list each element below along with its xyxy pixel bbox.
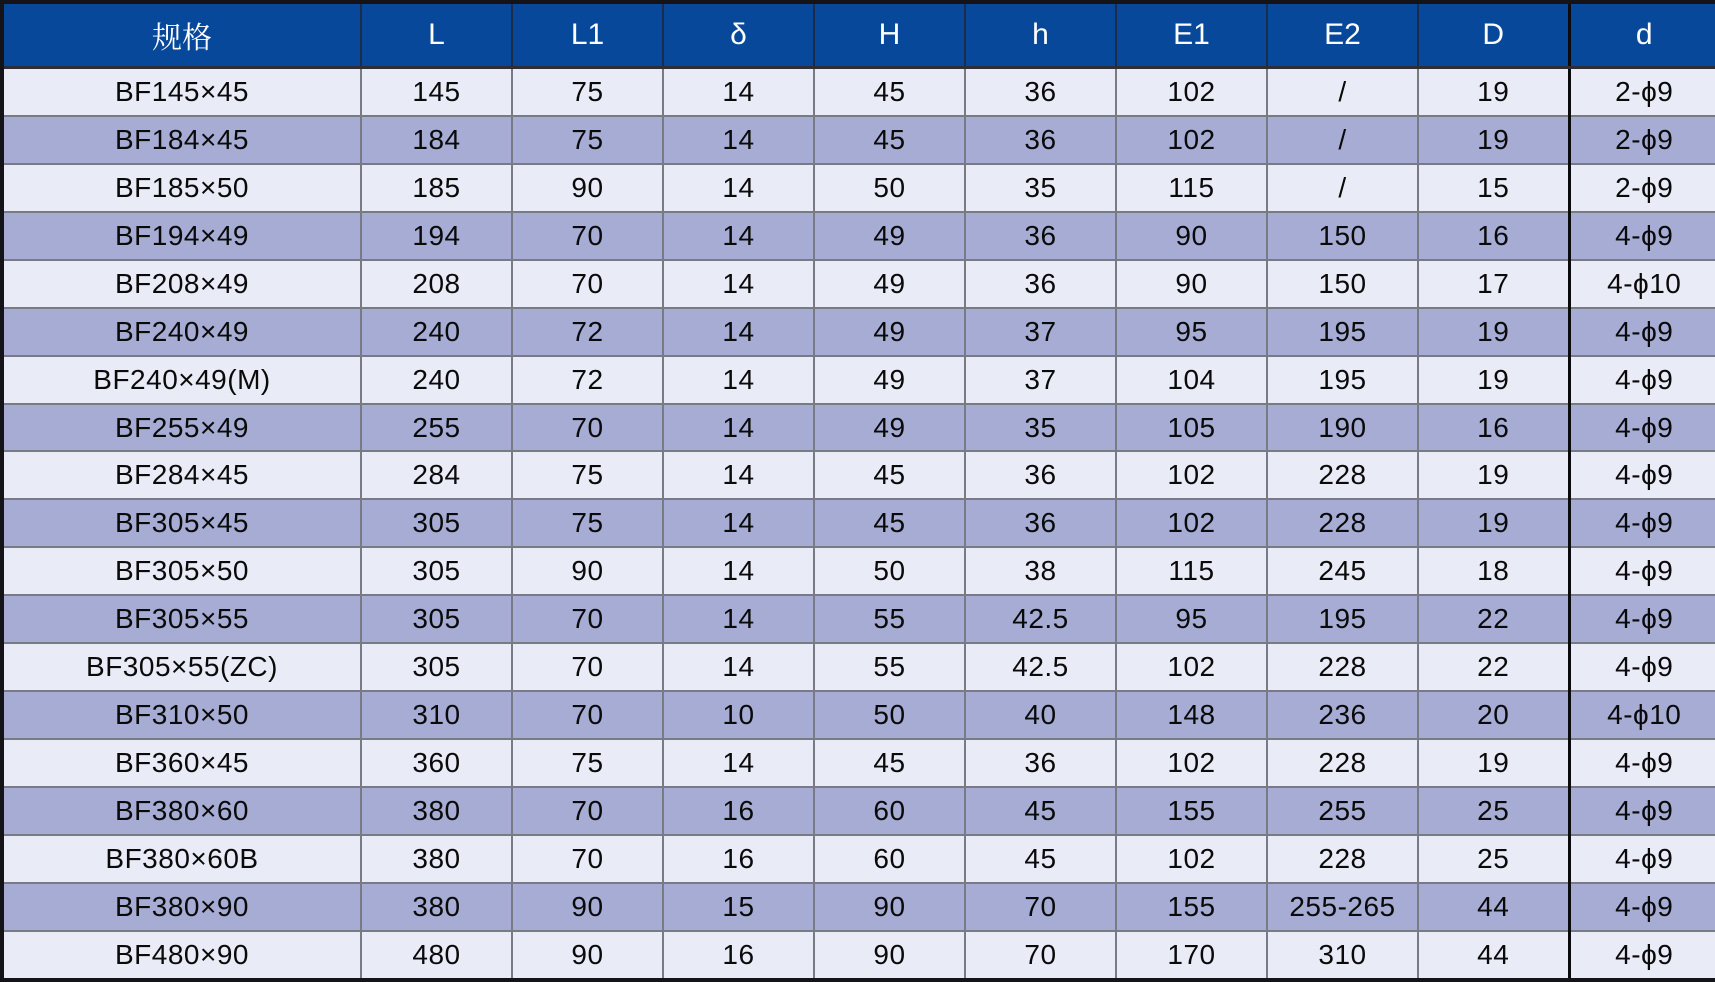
cell-D: 18: [1418, 547, 1569, 595]
cell-delta: 14: [663, 404, 814, 452]
table-row: [2, 404, 1715, 452]
cell-E1: 115: [1116, 547, 1267, 595]
cell-h: 36: [965, 451, 1116, 499]
cell-E1: 102: [1116, 116, 1267, 164]
cell-L1: 90: [512, 164, 663, 212]
table-row: [2, 739, 1715, 787]
spec-cell: BF240×49: [2, 308, 361, 356]
header-row: [2, 2, 1715, 68]
cell-L: 185: [361, 164, 512, 212]
cell-D: 19: [1418, 116, 1569, 164]
cell-L: 240: [361, 356, 512, 404]
header-cell-E2: E2: [1267, 2, 1418, 68]
cell-delta: 14: [663, 116, 814, 164]
cell-d: 2-ϕ9: [1569, 68, 1715, 117]
cell-h: 45: [965, 787, 1116, 835]
cell-D: 44: [1418, 931, 1569, 980]
spec-cell: BF305×55(ZC): [2, 643, 361, 691]
cell-E1: 102: [1116, 68, 1267, 117]
table-row: [2, 595, 1715, 643]
cell-E2: 228: [1267, 451, 1418, 499]
cell-H: 60: [814, 835, 965, 883]
cell-H: 49: [814, 308, 965, 356]
cell-d: 2-ϕ9: [1569, 164, 1715, 212]
spec-cell: BF360×45: [2, 739, 361, 787]
cell-D: 19: [1418, 739, 1569, 787]
header-cell-L1: L1: [512, 2, 663, 68]
header-cell-d: d: [1569, 2, 1715, 68]
cell-L: 380: [361, 883, 512, 931]
cell-L1: 70: [512, 260, 663, 308]
cell-delta: 14: [663, 164, 814, 212]
cell-E2: 310: [1267, 931, 1418, 980]
cell-delta: 14: [663, 260, 814, 308]
cell-H: 50: [814, 547, 965, 595]
cell-L1: 75: [512, 116, 663, 164]
cell-d: 4-ϕ9: [1569, 931, 1715, 980]
cell-L1: 70: [512, 643, 663, 691]
table-row: [2, 931, 1715, 980]
cell-L: 305: [361, 499, 512, 547]
spec-cell: BF305×55: [2, 595, 361, 643]
cell-h: 36: [965, 499, 1116, 547]
cell-H: 45: [814, 499, 965, 547]
cell-E1: 95: [1116, 308, 1267, 356]
table-row: [2, 835, 1715, 883]
cell-D: 20: [1418, 691, 1569, 739]
cell-E1: 90: [1116, 260, 1267, 308]
cell-H: 45: [814, 451, 965, 499]
cell-E1: 170: [1116, 931, 1267, 980]
cell-D: 22: [1418, 595, 1569, 643]
cell-D: 19: [1418, 356, 1569, 404]
cell-E1: 105: [1116, 404, 1267, 452]
cell-L1: 75: [512, 499, 663, 547]
cell-E1: 155: [1116, 883, 1267, 931]
cell-delta: 14: [663, 595, 814, 643]
cell-H: 60: [814, 787, 965, 835]
cell-E1: 148: [1116, 691, 1267, 739]
spec-cell: BF305×50: [2, 547, 361, 595]
cell-E2: /: [1267, 164, 1418, 212]
cell-L1: 75: [512, 739, 663, 787]
cell-delta: 14: [663, 643, 814, 691]
cell-E2: 150: [1267, 212, 1418, 260]
table-row: [2, 308, 1715, 356]
cell-delta: 10: [663, 691, 814, 739]
cell-delta: 14: [663, 739, 814, 787]
table-row: [2, 212, 1715, 260]
cell-E1: 95: [1116, 595, 1267, 643]
cell-L: 305: [361, 547, 512, 595]
cell-d: 4-ϕ9: [1569, 404, 1715, 452]
header-cell-delta: δ: [663, 2, 814, 68]
spec-cell: BF380×60B: [2, 835, 361, 883]
cell-delta: 14: [663, 212, 814, 260]
spec-cell: BF194×49: [2, 212, 361, 260]
cell-d: 2-ϕ9: [1569, 116, 1715, 164]
cell-E2: /: [1267, 116, 1418, 164]
cell-E1: 102: [1116, 643, 1267, 691]
cell-H: 50: [814, 691, 965, 739]
cell-d: 4-ϕ9: [1569, 451, 1715, 499]
cell-E2: 255: [1267, 787, 1418, 835]
header-cell-L: L: [361, 2, 512, 68]
cell-H: 45: [814, 739, 965, 787]
cell-H: 45: [814, 68, 965, 117]
cell-E1: 104: [1116, 356, 1267, 404]
cell-d: 4-ϕ9: [1569, 356, 1715, 404]
cell-L1: 75: [512, 451, 663, 499]
cell-L1: 72: [512, 308, 663, 356]
cell-delta: 14: [663, 547, 814, 595]
header-cell-h: h: [965, 2, 1116, 68]
cell-L1: 70: [512, 595, 663, 643]
cell-D: 15: [1418, 164, 1569, 212]
cell-d: 4-ϕ9: [1569, 739, 1715, 787]
cell-E1: 102: [1116, 451, 1267, 499]
cell-E2: 228: [1267, 835, 1418, 883]
cell-D: 19: [1418, 499, 1569, 547]
table-row: [2, 883, 1715, 931]
cell-d: 4-ϕ9: [1569, 595, 1715, 643]
cell-d: 4-ϕ9: [1569, 547, 1715, 595]
cell-E1: 102: [1116, 739, 1267, 787]
cell-d: 4-ϕ9: [1569, 835, 1715, 883]
cell-E2: 150: [1267, 260, 1418, 308]
spec-cell: BF145×45: [2, 68, 361, 117]
spec-cell: BF284×45: [2, 451, 361, 499]
cell-h: 36: [965, 739, 1116, 787]
spec-cell: BF184×45: [2, 116, 361, 164]
cell-H: 45: [814, 116, 965, 164]
cell-D: 25: [1418, 787, 1569, 835]
cell-L: 255: [361, 404, 512, 452]
cell-H: 90: [814, 883, 965, 931]
spec-cell: BF380×90: [2, 883, 361, 931]
cell-h: 36: [965, 260, 1116, 308]
header-cell-spec: 规格: [2, 2, 361, 68]
spec-cell: BF240×49(M): [2, 356, 361, 404]
cell-D: 19: [1418, 68, 1569, 117]
cell-L: 310: [361, 691, 512, 739]
spec-cell: BF185×50: [2, 164, 361, 212]
cell-E2: 228: [1267, 739, 1418, 787]
cell-L1: 70: [512, 212, 663, 260]
cell-H: 49: [814, 212, 965, 260]
spec-cell: BF480×90: [2, 931, 361, 980]
cell-delta: 14: [663, 308, 814, 356]
cell-E2: 195: [1267, 308, 1418, 356]
cell-delta: 16: [663, 787, 814, 835]
cell-E2: 228: [1267, 499, 1418, 547]
cell-d: 4-ϕ9: [1569, 787, 1715, 835]
cell-h: 37: [965, 356, 1116, 404]
table-row: [2, 691, 1715, 739]
cell-d: 4-ϕ9: [1569, 499, 1715, 547]
cell-E2: 255-265: [1267, 883, 1418, 931]
cell-H: 90: [814, 931, 965, 980]
cell-h: 36: [965, 68, 1116, 117]
cell-delta: 16: [663, 835, 814, 883]
table-row: [2, 164, 1715, 212]
cell-E2: 190: [1267, 404, 1418, 452]
cell-E2: 228: [1267, 643, 1418, 691]
cell-E2: 245: [1267, 547, 1418, 595]
header-cell-H: H: [814, 2, 965, 68]
cell-L: 284: [361, 451, 512, 499]
cell-L: 145: [361, 68, 512, 117]
cell-L1: 70: [512, 835, 663, 883]
cell-H: 55: [814, 595, 965, 643]
table-row: [2, 643, 1715, 691]
table-row: [2, 451, 1715, 499]
cell-L: 480: [361, 931, 512, 980]
cell-D: 19: [1418, 308, 1569, 356]
table-row: [2, 356, 1715, 404]
cell-delta: 14: [663, 356, 814, 404]
cell-D: 17: [1418, 260, 1569, 308]
cell-L1: 70: [512, 691, 663, 739]
cell-E2: 195: [1267, 356, 1418, 404]
cell-L1: 90: [512, 547, 663, 595]
cell-D: 22: [1418, 643, 1569, 691]
table-row: [2, 787, 1715, 835]
cell-h: 37: [965, 308, 1116, 356]
cell-E1: 102: [1116, 835, 1267, 883]
cell-L: 305: [361, 595, 512, 643]
cell-delta: 16: [663, 931, 814, 980]
table-row: [2, 116, 1715, 164]
cell-h: 42.5: [965, 595, 1116, 643]
cell-L1: 70: [512, 404, 663, 452]
cell-h: 35: [965, 404, 1116, 452]
cell-delta: 14: [663, 499, 814, 547]
cell-L1: 75: [512, 68, 663, 117]
cell-L: 184: [361, 116, 512, 164]
table-row: [2, 260, 1715, 308]
cell-L1: 70: [512, 787, 663, 835]
cell-h: 38: [965, 547, 1116, 595]
spec-cell: BF255×49: [2, 404, 361, 452]
cell-L: 305: [361, 643, 512, 691]
cell-h: 70: [965, 931, 1116, 980]
cell-delta: 14: [663, 68, 814, 117]
spec-cell: BF310×50: [2, 691, 361, 739]
cell-h: 36: [965, 116, 1116, 164]
cell-h: 45: [965, 835, 1116, 883]
cell-d: 4-ϕ9: [1569, 643, 1715, 691]
cell-L: 380: [361, 787, 512, 835]
cell-D: 16: [1418, 404, 1569, 452]
table-row: [2, 499, 1715, 547]
cell-delta: 15: [663, 883, 814, 931]
cell-d: 4-ϕ9: [1569, 308, 1715, 356]
table-row: [2, 547, 1715, 595]
cell-d: 4-ϕ9: [1569, 212, 1715, 260]
spec-cell: BF208×49: [2, 260, 361, 308]
cell-d: 4-ϕ10: [1569, 691, 1715, 739]
cell-L1: 90: [512, 883, 663, 931]
cell-H: 55: [814, 643, 965, 691]
cell-E2: 236: [1267, 691, 1418, 739]
cell-E1: 102: [1116, 499, 1267, 547]
cell-L1: 90: [512, 931, 663, 980]
cell-d: 4-ϕ10: [1569, 260, 1715, 308]
cell-E2: /: [1267, 68, 1418, 117]
cell-H: 50: [814, 164, 965, 212]
spec-table-body: [2, 68, 1715, 981]
cell-D: 19: [1418, 451, 1569, 499]
cell-h: 36: [965, 212, 1116, 260]
cell-E1: 155: [1116, 787, 1267, 835]
cell-E1: 90: [1116, 212, 1267, 260]
cell-L: 208: [361, 260, 512, 308]
header-cell-E1: E1: [1116, 2, 1267, 68]
table-row: [2, 68, 1715, 117]
cell-h: 35: [965, 164, 1116, 212]
header-cell-D: D: [1418, 2, 1569, 68]
cell-H: 49: [814, 260, 965, 308]
cell-D: 44: [1418, 883, 1569, 931]
cell-E1: 115: [1116, 164, 1267, 212]
cell-L: 380: [361, 835, 512, 883]
cell-L: 360: [361, 739, 512, 787]
cell-h: 40: [965, 691, 1116, 739]
cell-d: 4-ϕ9: [1569, 883, 1715, 931]
cell-D: 16: [1418, 212, 1569, 260]
cell-D: 25: [1418, 835, 1569, 883]
cell-L: 194: [361, 212, 512, 260]
cell-H: 49: [814, 356, 965, 404]
cell-L1: 72: [512, 356, 663, 404]
cell-h: 42.5: [965, 643, 1116, 691]
cell-h: 70: [965, 883, 1116, 931]
spec-cell: BF305×45: [2, 499, 361, 547]
spec-cell: BF380×60: [2, 787, 361, 835]
cell-H: 49: [814, 404, 965, 452]
cell-L: 240: [361, 308, 512, 356]
cell-delta: 14: [663, 451, 814, 499]
cell-E2: 195: [1267, 595, 1418, 643]
